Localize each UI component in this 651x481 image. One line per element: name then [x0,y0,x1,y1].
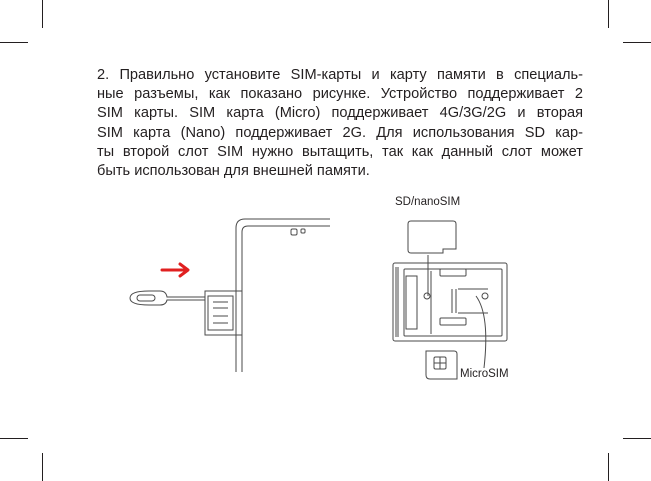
microsim-label: MicroSIM [460,368,509,380]
instruction-line: ты второй слот SIM нужно вытащить, так как данный слот может [97,143,583,160]
instruction-line: 2. Правильно установите SIM-карты и карту памяти в специаль- [97,67,583,83]
instruction-line: быть использован для внешней памяти. [97,162,370,179]
sd-nanosim-label: SD/nanoSIM [395,196,461,208]
dual-sim-tray [393,263,507,341]
phone-sim-tray [205,291,242,335]
instruction-line: ные разъемы, как показано рисунке. Устройство поддерживает 2 [97,86,583,103]
micro-sim-card-icon [426,351,457,379]
insert-arrow-icon [162,264,188,276]
phone-outline [236,219,330,372]
instruction-line: SIM карта (Nano) поддерживает 2G. Для использования SD кар- [97,124,583,141]
instruction-line: SIM карты. SIM карта (Micro) поддерживает 4G/3G/2G и вторая [97,105,583,122]
sd-card-icon [408,221,456,253]
eject-pin-icon [130,291,205,305]
